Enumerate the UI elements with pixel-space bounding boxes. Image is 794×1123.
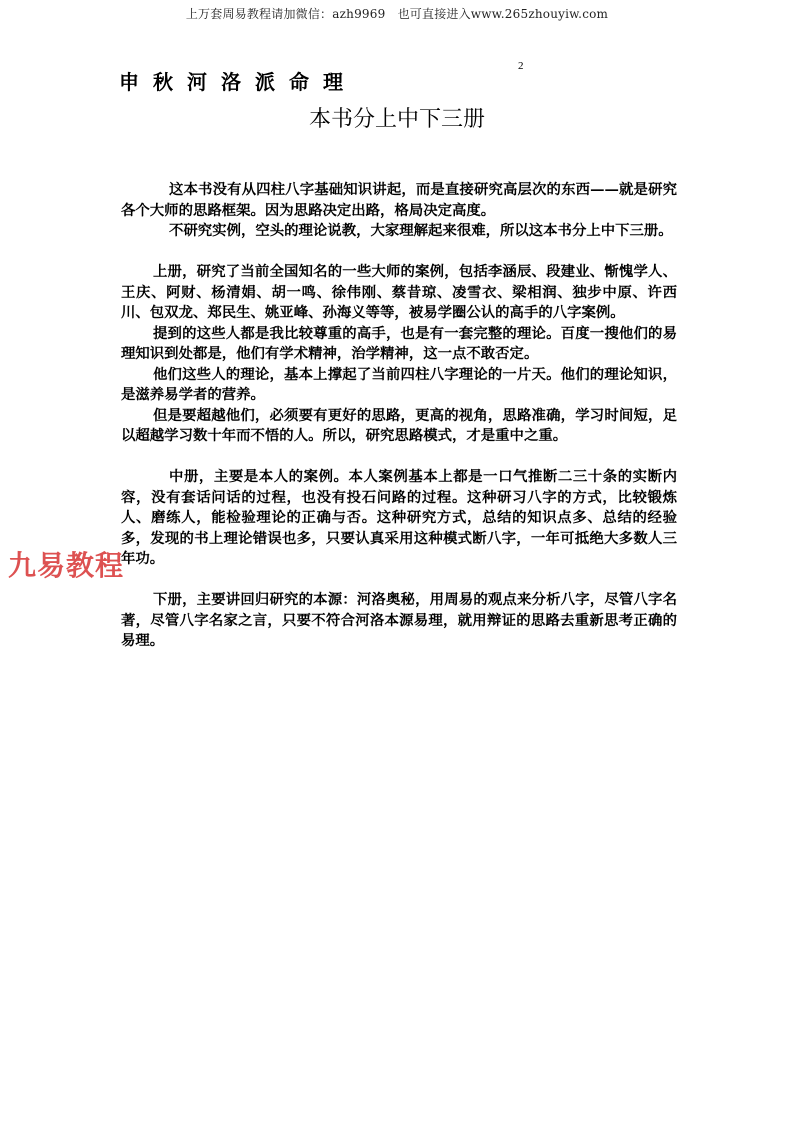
watermark-logo: 九易教程	[8, 549, 125, 582]
page-number: 2	[518, 60, 524, 72]
paragraph-volume-two: 中册，主要是本人的案例。本人案例基本上都是一口气推断二三十条的实断内容，没有套话问话的过程，也没有投石问路的过程。这种研习八字的方式，比较锻炼人、磨练人，能检验理论的正确与否。这种研究方式，总结的知识点多、总结的经验多，发现的书上理论错误也多，只要认真采用这种模式断八字，一年可抵绝大多数人三年功。	[121, 468, 677, 567]
paragraph-intro: 这本书没有从四柱八字基础知识讲起，而是直接研究高层次的东西——就是研究各个大师的思路框架。因为思路决定出路，格局决定高度。	[121, 181, 677, 219]
paragraph-intro-2: 不研究实例，空头的理论说教，大家理解起来很难，所以这本书分上中下三册。	[169, 222, 673, 239]
paragraph-gap	[121, 447, 677, 468]
paragraph-volume-three: 下册，主要讲回归研究的本源：河洛奥秘，用周易的观点来分析八字，尽管八字名著，尽管八字名家之言，只要不符合河洛本源易理，就用辩证的思路去重新思考正确的易理。	[121, 591, 677, 649]
paragraph-gap	[121, 242, 677, 263]
top-notice: 上万套周易教程请加微信：azh9969 也可直接进入www.265zhouyiw.com	[185, 7, 609, 21]
paragraph-gap	[121, 570, 677, 591]
paragraph-masters-respect: 提到的这些人都是我比较尊重的高手，也是有一套完整的理论。百度一搜他们的易理知识到处都是，他们有学术精神，治学精神，这一点不敢否定。	[121, 324, 677, 362]
paragraph-surpass: 但是要超越他们，必须要有更好的思路，更高的视角，思路准确，学习时间短，足以超越学习数十年而不悟的人。所以，研究思路模式，才是重中之重。	[121, 406, 677, 444]
paragraph-volume-one: 上册，研究了当前全国知名的一些大师的案例，包括李涵辰、段建业、惭愧学人、王庆、阿财、杨清娟、胡一鸣、徐伟刚、蔡昔琼、凌雪衣、梁相润、独步中原、许西川、包双龙、郑民生、姚亚峰、孙海义等等，被易学圈公认的高手的八字案例。	[121, 263, 677, 321]
paragraph-masters-theory: 他们这些人的理论，基本上撑起了当前四柱八字理论的一片天。他们的理论知识，是滋养易学者的营养。	[121, 365, 677, 403]
book-title: 本书分上中下三册	[308, 107, 485, 132]
series-title: 申秋河洛派命理	[119, 70, 357, 94]
body-text	[121, 180, 677, 652]
